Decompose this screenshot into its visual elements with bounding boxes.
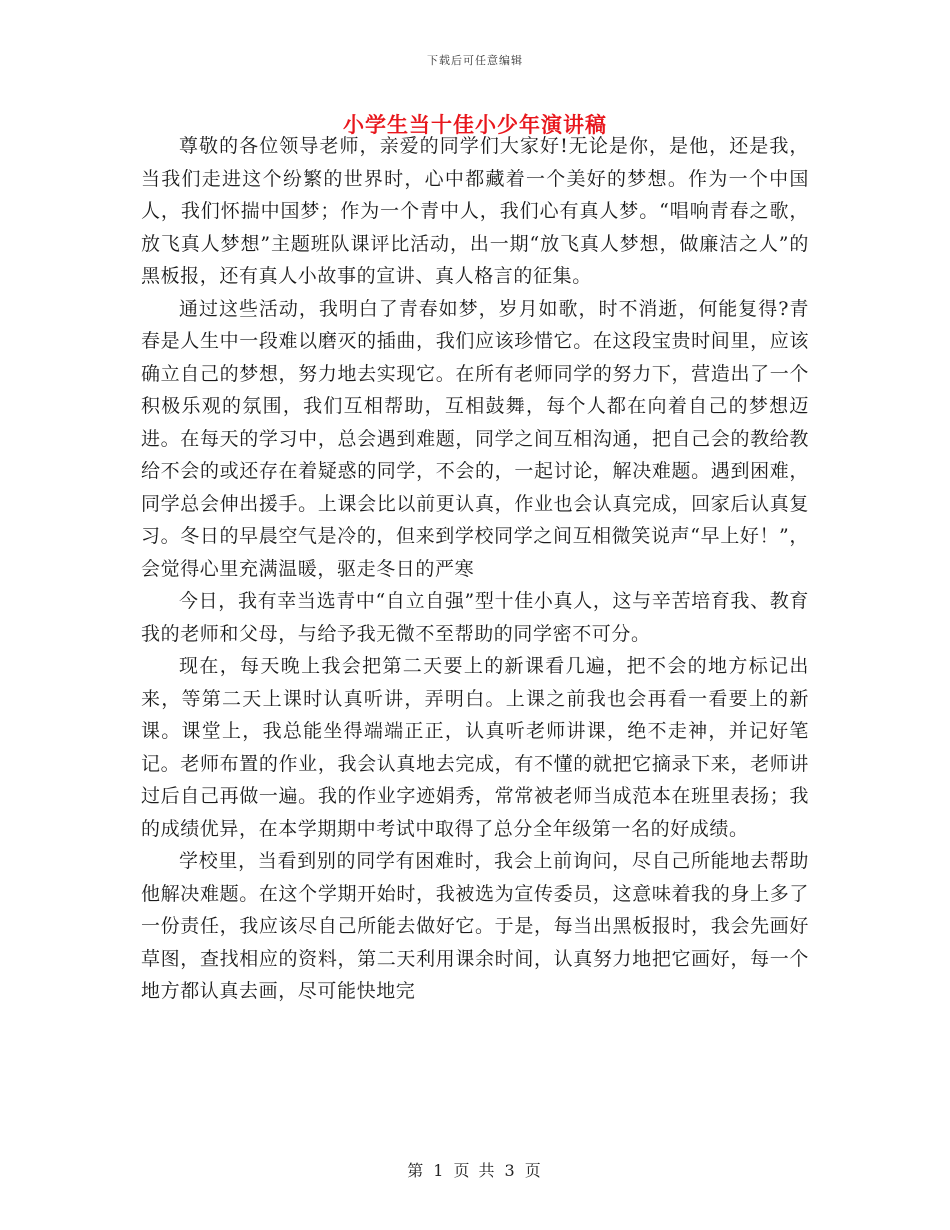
paragraph-5: 学校里，当看到别的同学有困难时，我会上前询问，尽自己所能地去帮助他解决难题。在这个学期开始时，我被选为宣传委员，这意味着我的身上多了一份责任，我应该尽自己所能去做好它。于是，每当出黑板报时，我会先画好草图，查找相应的资料，第二天利用课余时间，认真努力地把它画好，每一个地方都认真去画，尽可能快地完 bbox=[141, 850, 809, 1002]
page-number-footer bbox=[0, 1158, 950, 1181]
footer-page-number: 1 bbox=[433, 1161, 446, 1180]
document-body bbox=[141, 130, 809, 1008]
document-title: 小学生当十佳小少年演讲稿 bbox=[343, 112, 607, 137]
footer-total-pages: 3 bbox=[504, 1161, 517, 1180]
page-header-note: 下载后可任意编辑 bbox=[427, 54, 523, 67]
paragraph-2: 通过这些活动，我明白了青春如梦，岁月如歌，时不消逝，何能复得?青春是人生中一段难以磨灭的插曲，我们应该珍惜它。在这段宝贵时间里，应该确立自己的梦想，努力地去实现它。在所有老师同学的努力下，营造出了一个积极乐观的氛围，我们互相帮助，互相鼓舞，每个人都在向着自己的梦想迈进。在每天的学习中，总会遇到难题，同学之间互相沟通，把自己会的教给教给不会的或还存在着疑惑的同学，不会的，一起讨论，解决难题。遇到困难，同学总会伸出援手。上课会比以前更认真，作业也会认真完成，回家后认真复习。冬日的早晨空气是冷的，但来到学校同学之间互相微笑说声“早上好！”，会觉得心里充满温暖，驱走冬日的严寒 bbox=[141, 297, 809, 580]
paragraph-1: 尊敬的各位领导老师，亲爱的同学们大家好!无论是你，是他，还是我，当我们走进这个纷繁的世界时，心中都藏着一个美好的梦想。作为一个中国人，我们怀揣中国梦；作为一个青中人，我们心有真人梦。“唱响青春之歌，放飞真人梦想”主题班队课评比活动，出一期“放飞真人梦想，做廉洁之人”的黑板报，还有真人小故事的宣讲、真人格言的征集。 bbox=[141, 135, 809, 287]
footer-suffix: 页 bbox=[524, 1161, 543, 1180]
footer-mid: 页 共 bbox=[453, 1161, 497, 1180]
paragraph-3: 今日，我有幸当选青中“自立自强”型十佳小真人，这与辛苦培育我、教育我的老师和父母，与给予我无微不至帮助的同学密不可分。 bbox=[141, 590, 809, 645]
paragraph-4: 现在，每天晚上我会把第二天要上的新课看几遍，把不会的地方标记出来，等第二天上课时认真听讲，弄明白。上课之前我也会再看一看要上的新课。课堂上，我总能坐得端端正正，认真听老师讲课，绝不走神，并记好笔记。老师布置的作业，我会认真地去完成，有不懂的就把它摘录下来，老师讲过后自己再做一遍。我的作业字迹娟秀，常常被老师当成范本在班里表扬；我的成绩优异，在本学期期中考试中取得了总分全年级第一名的好成绩。 bbox=[141, 655, 809, 840]
footer-prefix: 第 bbox=[407, 1161, 426, 1180]
